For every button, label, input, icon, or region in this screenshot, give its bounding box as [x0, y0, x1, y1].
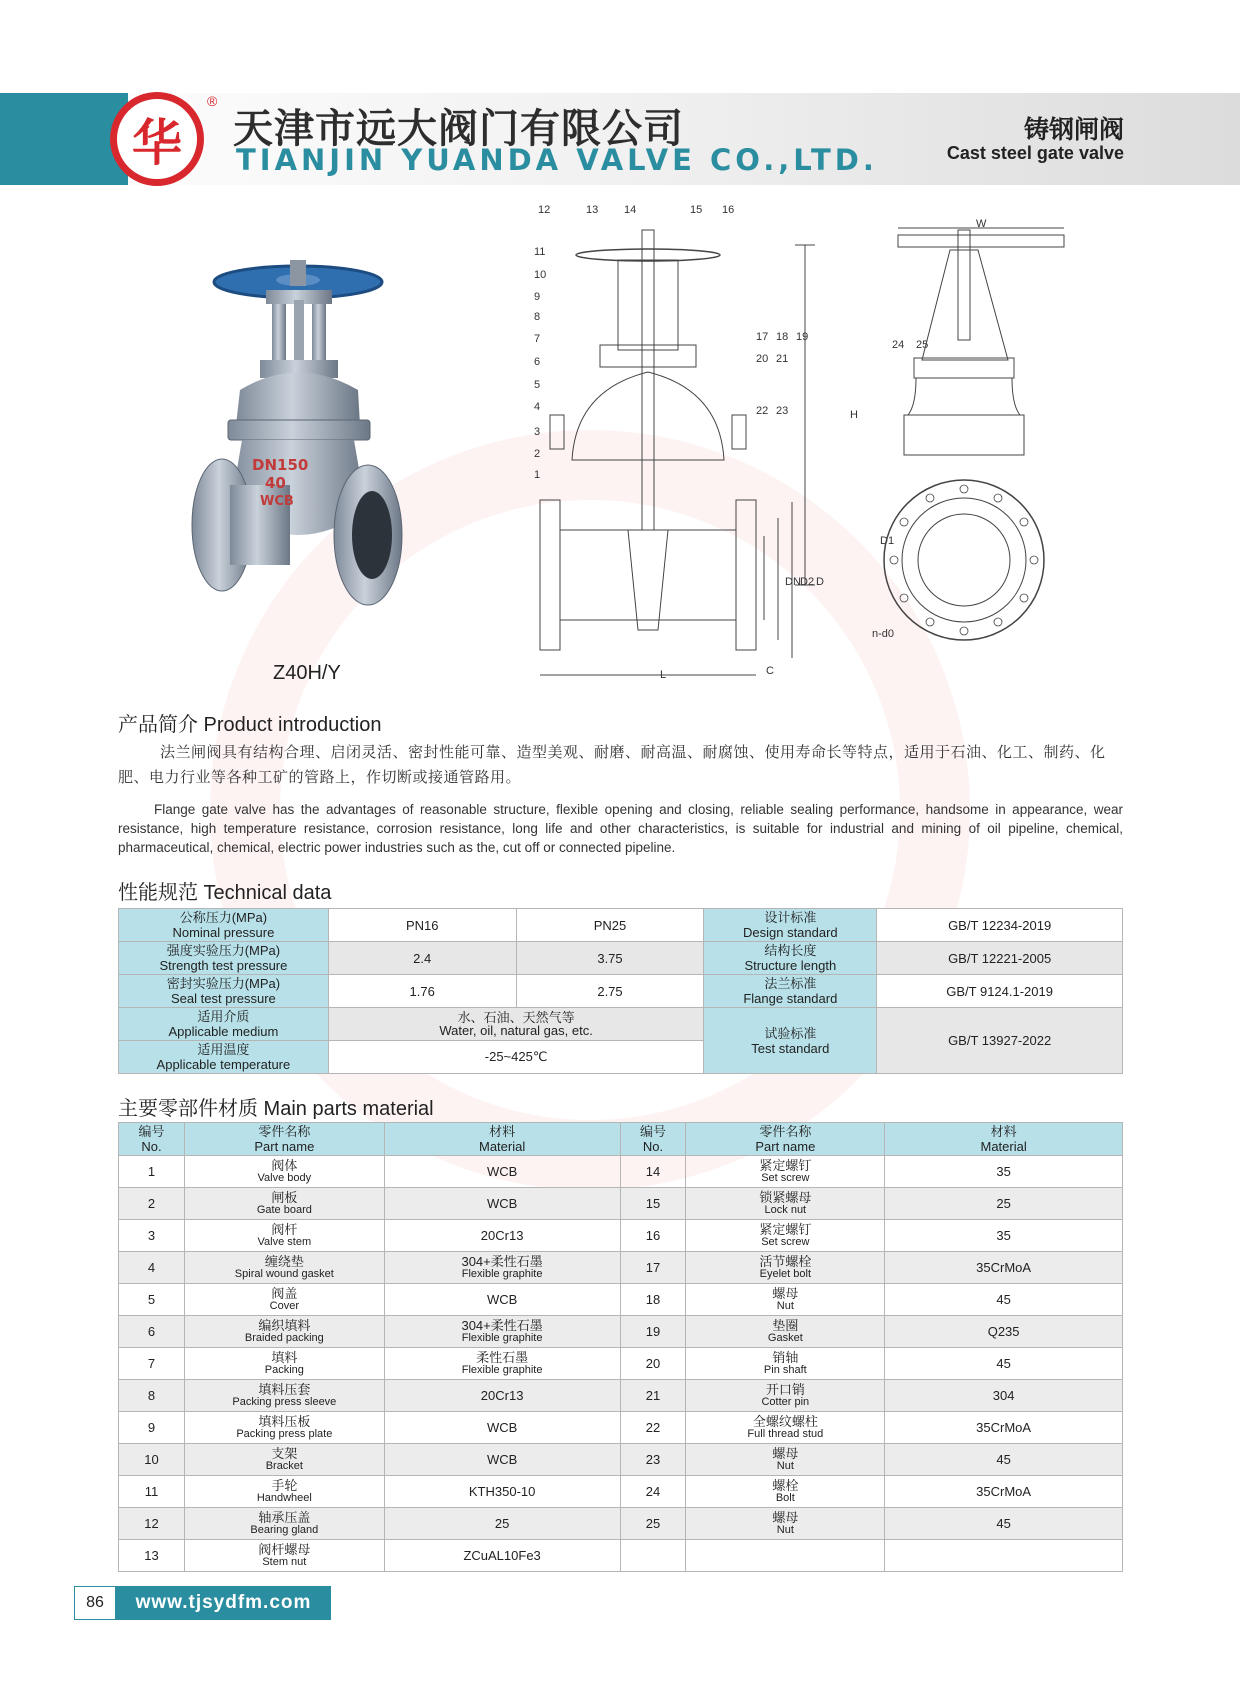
part-name-cell [686, 1412, 885, 1444]
label-cn: 强度实验压力(MPa) [166, 943, 281, 958]
intro-text-en: Flange gate valve has the advantages of reasonable structure, flexible opening and closing, reliable sealing performance, handsome in appearance, wear resistance, high temperature resistance, corrosion resistance, long life and other characteristics, is suitable for industrial and mining of oil pipeline, chemical, pharmaceutical, chemical, electric power industries such as the, cut off or connected pipeline. [118, 802, 1123, 855]
label-cn: 设计标准 [764, 910, 817, 925]
part-name-cn: 阀杆螺母 [258, 1541, 311, 1557]
dim-w: W [976, 218, 987, 230]
material-cell: 35CrMoA [885, 1252, 1123, 1284]
label-en: Flange standard [743, 991, 838, 1006]
technical-data-table [118, 908, 1123, 1074]
part-number: 22 [620, 1412, 686, 1444]
table-row [119, 1476, 1123, 1508]
part-name-en: Set screw [761, 1235, 810, 1248]
part-name-cn: 螺栓 [772, 1477, 799, 1493]
part-name-en: Gate board [256, 1203, 312, 1216]
part-name-cell [184, 1284, 384, 1316]
part-name-cell [184, 1156, 384, 1188]
material-en: Flexible graphite [461, 1267, 543, 1280]
part-name-cn: 阀杆 [271, 1221, 298, 1237]
header-no [119, 1123, 185, 1156]
part-name-en: Stem nut [262, 1555, 307, 1568]
material-cell [384, 1252, 620, 1284]
part-name-cn: 螺母 [772, 1445, 799, 1461]
tech-label [119, 909, 329, 942]
tech-label [119, 1008, 329, 1041]
part-number: 24 [620, 1476, 686, 1508]
material-cell: WCB [384, 1284, 620, 1316]
callout-4: 4 [534, 401, 541, 413]
technical-drawing [530, 200, 1090, 690]
medium-cn: 水、石油、天然气等 [457, 1010, 575, 1025]
part-name-en: Nut [776, 1523, 794, 1536]
label-en: Structure length [744, 958, 837, 973]
header-part [686, 1123, 885, 1156]
part-name-en: Lock nut [764, 1203, 807, 1216]
table-row [119, 1252, 1123, 1284]
callout-5: 5 [534, 379, 541, 391]
part-number: 21 [620, 1380, 686, 1412]
part-name-en: Nut [776, 1299, 794, 1312]
label-cn: 适用温度 [197, 1042, 250, 1057]
dim-d: D [816, 576, 824, 588]
part-name-en: Set screw [761, 1171, 810, 1184]
part-name-en: Handwheel [256, 1491, 312, 1504]
standard-label [704, 942, 877, 975]
label-en: Applicable temperature [156, 1057, 291, 1072]
material-cell: 25 [384, 1508, 620, 1540]
callout-23: 23 [776, 405, 789, 417]
part-name-en: Packing press sleeve [232, 1395, 337, 1408]
part-name-en: Spiral wound gasket [234, 1267, 334, 1280]
part-number: 14 [620, 1156, 686, 1188]
material-cell: 304 [885, 1380, 1123, 1412]
part-name-cn: 螺母 [772, 1509, 799, 1525]
part-name-cn: 销轴 [772, 1349, 799, 1365]
materials-header-row [119, 1123, 1123, 1156]
table-row [119, 1380, 1123, 1412]
material-cell: WCB [384, 1412, 620, 1444]
material-cell [384, 1348, 620, 1380]
tech-value-merged [328, 1008, 704, 1041]
callout-16: 16 [722, 204, 735, 216]
product-title-cn: 铸钢闸阀 [1023, 116, 1124, 144]
website-url[interactable]: www.tjsydfm.com [116, 1586, 331, 1620]
callout-20: 20 [756, 353, 769, 365]
tech-value-merged: -25~425℃ [328, 1041, 704, 1074]
part-name-en: Eyelet bolt [759, 1267, 812, 1280]
part-name-cell [686, 1252, 885, 1284]
part-number: 9 [119, 1412, 185, 1444]
part-name-cn: 轴承压盖 [258, 1509, 311, 1525]
callout-9: 9 [534, 291, 541, 303]
label-en: Nominal pressure [172, 925, 275, 940]
table-row [119, 1540, 1123, 1572]
callout-6: 6 [534, 356, 541, 368]
part-name-cn: 紧定螺钉 [759, 1157, 812, 1173]
dim-dn: DN [785, 576, 801, 588]
callout-22: 22 [756, 405, 769, 417]
part-name-en: Bearing gland [250, 1523, 319, 1536]
callout-19: 19 [796, 331, 809, 343]
tech-value: 1.76 [328, 975, 516, 1008]
label-cn: 适用介质 [197, 1009, 250, 1024]
callout-21: 21 [776, 353, 789, 365]
registered-mark: ® [207, 93, 218, 109]
product-title-en: Cast steel gate valve [946, 143, 1124, 163]
empty-cell [620, 1540, 686, 1572]
part-number: 17 [620, 1252, 686, 1284]
part-name-cell [184, 1188, 384, 1220]
part-name-cell [686, 1444, 885, 1476]
part-name-cn: 开口销 [765, 1381, 805, 1397]
tech-value: PN16 [328, 909, 516, 942]
part-name-cell [686, 1508, 885, 1540]
intro-text-cn: 法兰闸阀具有结构合理、启闭灵活、密封性能可靠、造型美观、耐磨、耐高温、耐腐蚀、使用寿命长等特点，适用于石油、化工、制药、化肥、电力行业等各种工矿的管路上，作切断或接通管路用。 [118, 744, 1106, 786]
material-cell: WCB [384, 1156, 620, 1188]
tech-row [119, 909, 1123, 942]
part-number: 13 [119, 1540, 185, 1572]
header-accent-bar [0, 93, 128, 185]
part-name-cell [184, 1220, 384, 1252]
photo-marking-3: WCB [260, 494, 294, 509]
header-cn: 零件名称 [258, 1124, 311, 1139]
label-cn: 法兰标准 [764, 976, 817, 991]
material-cell: WCB [384, 1188, 620, 1220]
standard-value: GB/T 12234-2019 [877, 909, 1123, 942]
intro-title: 产品简介 Product introduction [118, 714, 382, 736]
part-number: 25 [620, 1508, 686, 1540]
page-number: 86 [74, 1586, 116, 1620]
table-row [119, 1348, 1123, 1380]
part-name-cn: 闸板 [271, 1189, 298, 1205]
table-row [119, 1188, 1123, 1220]
part-name-cell [184, 1476, 384, 1508]
callout-7: 7 [534, 333, 541, 345]
part-number: 2 [119, 1188, 185, 1220]
part-number: 15 [620, 1188, 686, 1220]
tech-value: 3.75 [516, 942, 704, 975]
material-cell: 20Cr13 [384, 1380, 620, 1412]
part-name-cn: 锁紧螺母 [759, 1189, 812, 1205]
empty-cell [686, 1540, 885, 1572]
standard-label [704, 909, 877, 942]
part-name-cn: 紧定螺钉 [759, 1221, 812, 1237]
materials-title: 主要零部件材质 Main parts material [118, 1098, 434, 1120]
part-name-cell [686, 1284, 885, 1316]
callout-12: 12 [538, 204, 551, 216]
header-en: No. [642, 1139, 664, 1154]
callout-13: 13 [586, 204, 599, 216]
material-cn: 304+柔性石墨 [461, 1253, 543, 1269]
material-cn: 304+柔性石墨 [461, 1317, 543, 1333]
part-name-en: Pin shaft [763, 1363, 807, 1376]
material-cell: 35 [885, 1156, 1123, 1188]
part-number: 4 [119, 1252, 185, 1284]
part-number: 10 [119, 1444, 185, 1476]
part-number: 6 [119, 1316, 185, 1348]
table-row [119, 1444, 1123, 1476]
material-cell: 35 [885, 1220, 1123, 1252]
part-number: 5 [119, 1284, 185, 1316]
header-material [384, 1123, 620, 1156]
part-name-cn: 全螺纹螺柱 [752, 1413, 818, 1429]
label-cn: 结构长度 [764, 943, 817, 958]
callout-8: 8 [534, 311, 541, 323]
part-name-cell [184, 1252, 384, 1284]
part-number: 18 [620, 1284, 686, 1316]
part-name-en: Bolt [775, 1491, 795, 1504]
part-number: 12 [119, 1508, 185, 1540]
part-name-cn: 螺母 [772, 1285, 799, 1301]
photo-marking-2: 40 [265, 474, 286, 492]
material-cell: 35CrMoA [885, 1476, 1123, 1508]
label-cn: 公称压力(MPa) [179, 910, 268, 925]
label-en: Test standard [751, 1040, 830, 1056]
header-cn: 编号 [639, 1124, 666, 1139]
dim-c: C [766, 665, 774, 677]
part-number: 11 [119, 1476, 185, 1508]
callout-2: 2 [534, 448, 541, 460]
material-cn: 柔性石墨 [476, 1349, 529, 1365]
part-number: 19 [620, 1316, 686, 1348]
header-en: Material [980, 1139, 1027, 1154]
part-name-cn: 编织填料 [258, 1317, 311, 1333]
part-name-cell [686, 1316, 885, 1348]
label-en: Applicable medium [168, 1024, 279, 1039]
dim-d1: D1 [880, 535, 895, 547]
part-name-en: Gasket [767, 1331, 803, 1344]
label-cn: 密封实验压力(MPa) [166, 976, 281, 991]
table-row [119, 1220, 1123, 1252]
callout-3: 3 [534, 426, 541, 438]
dim-l: L [660, 669, 667, 681]
part-name-cn: 填料压套 [258, 1381, 311, 1397]
material-cell: 45 [885, 1348, 1123, 1380]
tech-title: 性能规范 Technical data [118, 882, 332, 904]
callout-15: 15 [690, 204, 703, 216]
part-name-cn: 缠绕垫 [264, 1253, 304, 1269]
table-row [119, 1508, 1123, 1540]
callout-17: 17 [756, 331, 769, 343]
part-name-cn: 活节螺栓 [759, 1253, 812, 1269]
part-name-en: Cover [269, 1299, 299, 1312]
part-name-cell [686, 1348, 885, 1380]
company-name-en: TIANJIN YUANDA VALVE CO.,LTD. [236, 143, 878, 177]
company-name-cn: 天津市远大阀门有限公司 [233, 107, 684, 151]
part-name-cn: 手轮 [271, 1477, 298, 1493]
material-cell: ZCuAL10Fe3 [384, 1540, 620, 1572]
standard-label [704, 975, 877, 1008]
part-name-cell [184, 1316, 384, 1348]
callout-25: 25 [916, 339, 929, 351]
part-number: 7 [119, 1348, 185, 1380]
material-cell: 45 [885, 1284, 1123, 1316]
callout-18: 18 [776, 331, 789, 343]
part-name-en: Braided packing [244, 1331, 324, 1344]
callout-24: 24 [892, 339, 905, 351]
tech-value: 2.4 [328, 942, 516, 975]
table-row [119, 1316, 1123, 1348]
callout-14: 14 [624, 204, 637, 216]
dim-h: H [850, 409, 858, 421]
part-name-cell [184, 1380, 384, 1412]
medium-en: Water, oil, natural gas, etc. [439, 1023, 593, 1038]
table-row [119, 1156, 1123, 1188]
part-name-cell [184, 1540, 384, 1572]
model-number: Z40H/Y [273, 662, 341, 684]
dim-d2: D2 [800, 576, 815, 588]
tech-label [119, 942, 329, 975]
material-cell: 45 [885, 1444, 1123, 1476]
part-name-cn: 阀盖 [271, 1285, 298, 1301]
part-number: 23 [620, 1444, 686, 1476]
part-name-cell [686, 1220, 885, 1252]
material-cell: KTH350-10 [384, 1476, 620, 1508]
header-en: Material [479, 1139, 526, 1154]
label-en: Design standard [742, 925, 838, 940]
material-cell: 25 [885, 1188, 1123, 1220]
label-en: Seal test pressure [171, 991, 276, 1006]
material-cell: Q235 [885, 1316, 1123, 1348]
part-number: 8 [119, 1380, 185, 1412]
tech-value: 2.75 [516, 975, 704, 1008]
header-en: No. [141, 1139, 162, 1154]
tech-row [119, 975, 1123, 1008]
part-number: 20 [620, 1348, 686, 1380]
material-en: Flexible graphite [461, 1363, 543, 1376]
empty-cell [885, 1540, 1123, 1572]
label-en: Strength test pressure [159, 958, 288, 973]
dim-nd0: n-d0 [872, 628, 895, 640]
part-name-cn: 垫圈 [772, 1317, 799, 1333]
standard-value: GB/T 9124.1-2019 [877, 975, 1123, 1008]
header-cn: 材料 [489, 1124, 516, 1139]
part-name-en: Packing [264, 1363, 304, 1376]
materials-table [118, 1122, 1123, 1572]
material-cell: 20Cr13 [384, 1220, 620, 1252]
standard-value: GB/T 12221-2005 [877, 942, 1123, 975]
part-number: 1 [119, 1156, 185, 1188]
part-name-cell [184, 1412, 384, 1444]
part-name-cell [184, 1508, 384, 1540]
materials-body [119, 1156, 1123, 1572]
part-name-en: Valve body [257, 1171, 312, 1184]
part-number: 3 [119, 1220, 185, 1252]
part-name-cell [686, 1188, 885, 1220]
header-en: Part name [254, 1139, 315, 1154]
material-cell: 35CrMoA [885, 1412, 1123, 1444]
tech-row [119, 1008, 1123, 1041]
tech-row [119, 942, 1123, 975]
header-en: Part name [755, 1139, 816, 1154]
callout-1: 1 [534, 469, 541, 481]
material-en: Flexible graphite [461, 1331, 543, 1344]
header-part [184, 1123, 384, 1156]
header-material [885, 1123, 1123, 1156]
logo-glyph: 华 [132, 114, 182, 172]
header-no [620, 1123, 686, 1156]
part-name-en: Valve stem [257, 1235, 312, 1248]
tech-label [119, 1041, 329, 1074]
part-name-cell [184, 1348, 384, 1380]
standard-label [704, 1008, 877, 1074]
company-logo [110, 92, 204, 186]
header-cn: 零件名称 [759, 1124, 812, 1139]
photo-marking-1: DN150 [252, 456, 309, 474]
material-cell: 45 [885, 1508, 1123, 1540]
header-cn: 材料 [990, 1124, 1017, 1139]
part-name-cn: 填料压板 [258, 1413, 311, 1429]
header-cn: 编号 [138, 1124, 165, 1139]
part-name-cell [184, 1444, 384, 1476]
part-name-cn: 填料 [271, 1349, 298, 1365]
tech-label [119, 975, 329, 1008]
part-name-cell [686, 1380, 885, 1412]
page-header [0, 93, 1240, 185]
material-cell: WCB [384, 1444, 620, 1476]
label-cn: 试验标准 [764, 1025, 817, 1041]
tech-value: PN25 [516, 909, 704, 942]
part-name-cn: 支架 [271, 1445, 298, 1461]
part-name-en: Packing press plate [236, 1427, 333, 1440]
valve-photo [190, 260, 430, 640]
part-name-en: Nut [776, 1459, 794, 1472]
standard-value: GB/T 13927-2022 [877, 1008, 1123, 1074]
callout-10: 10 [534, 269, 547, 281]
part-name-cell [686, 1476, 885, 1508]
part-name-en: Cotter pin [761, 1395, 810, 1408]
callout-11: 11 [534, 246, 546, 258]
table-row [119, 1284, 1123, 1316]
part-name-cell [686, 1156, 885, 1188]
part-number: 16 [620, 1220, 686, 1252]
part-name-en: Bracket [265, 1459, 303, 1472]
part-name-cn: 阀体 [271, 1157, 298, 1173]
table-row [119, 1412, 1123, 1444]
material-cell [384, 1316, 620, 1348]
part-name-en: Full thread stud [747, 1427, 824, 1440]
